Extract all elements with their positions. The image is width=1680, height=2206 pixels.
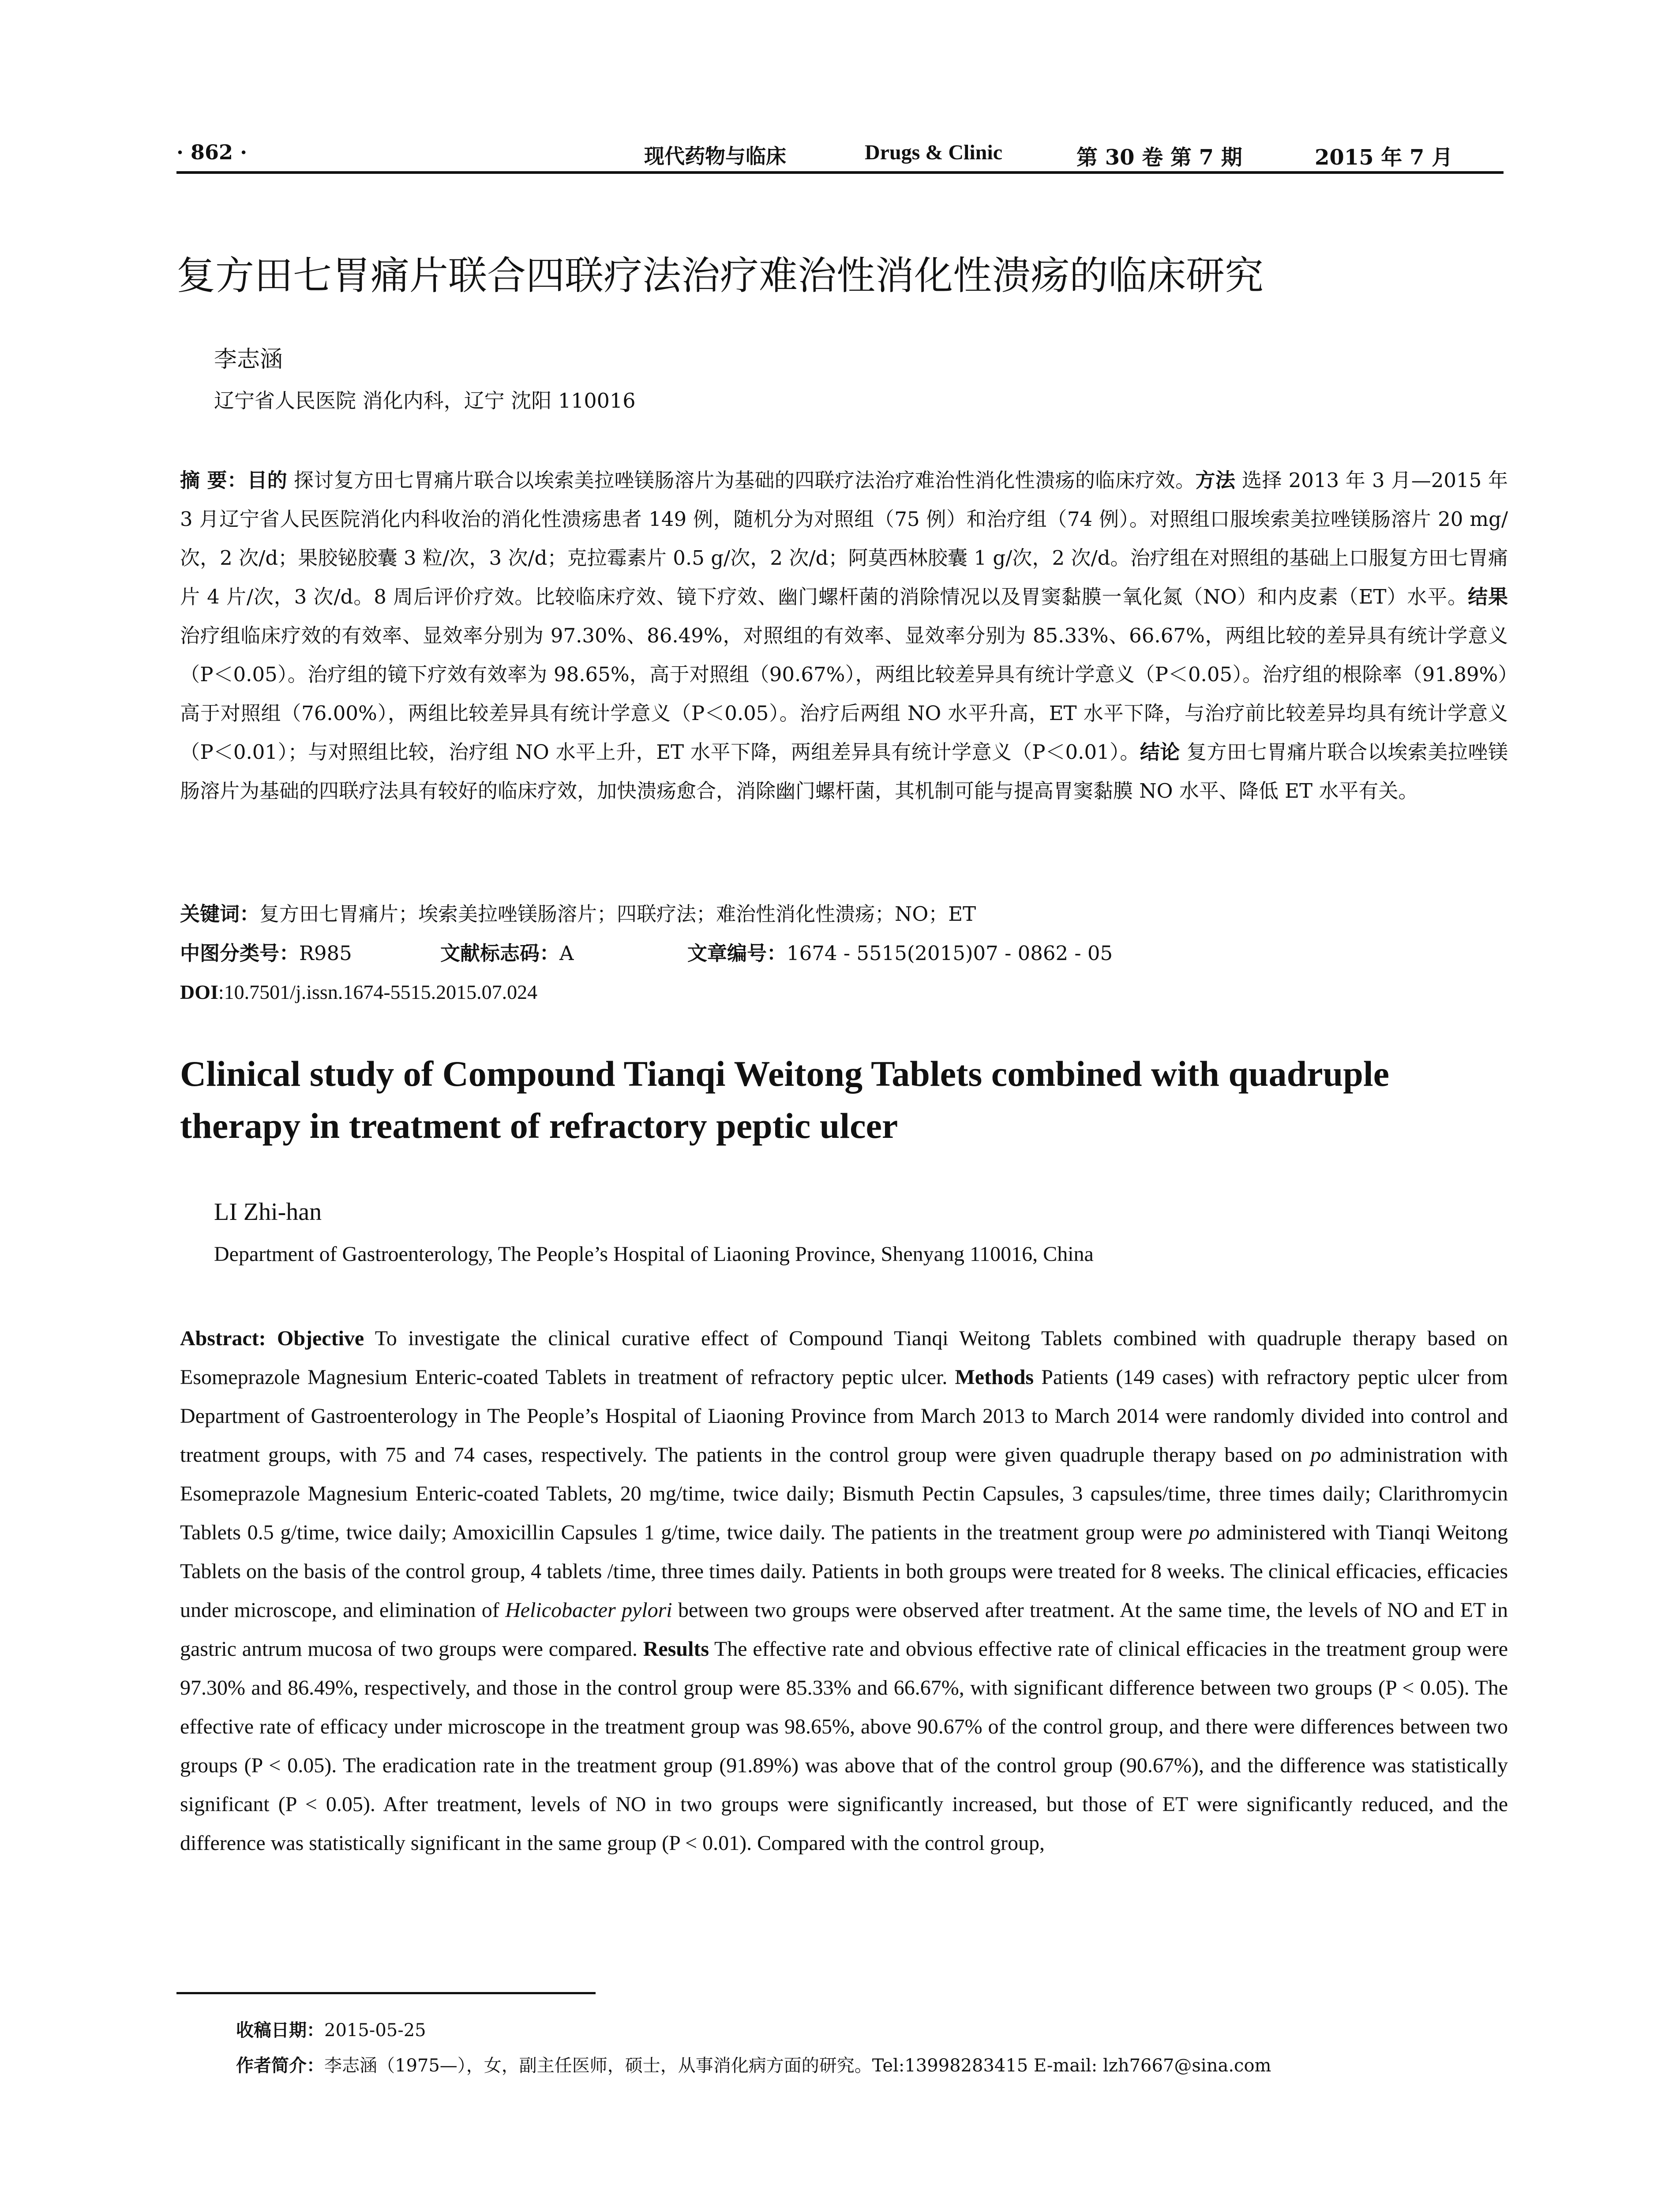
running-header [176,140,1504,174]
methods-text-en-4: between two groups were observed after treatment. At the same time, the levels of NO and ET in gastric antrum mucosa of two groups were compared. [180,1598,1508,1661]
author-bio [236,2052,1271,2077]
author-cn: 李志涵 [214,346,283,373]
doc-code-label: 文献标志码： [440,942,560,965]
title-cn: 复方田七胃痛片联合四联疗法治疗难治性消化性溃疡的临床研究 [176,253,1264,298]
page-number: · 862 · [176,140,248,164]
doc-code-value: A [559,942,574,965]
doi-line [180,973,537,1012]
received-value: 2015-05-25 [324,2020,426,2041]
objective-label-cn: 目的 [247,469,288,492]
title-en-line-2: therapy in treatment of refractory peptic ulcer [180,1106,898,1146]
journal-name-cn: 现代药物与临床 [644,144,786,168]
clc-label: 中图分类号： [180,942,300,965]
keywords-label: 关键词： [180,902,260,926]
methods-po-2: po [1189,1521,1210,1544]
methods-po-1: po [1310,1443,1332,1467]
footnote-rule [176,1992,596,1994]
abstract-label-en: Abstract: Objective [180,1327,364,1350]
methods-label-en: Methods [947,1366,1034,1389]
abstract-en [180,1319,1508,1863]
results-text-cn: 治疗组临床疗效的有效率、显效率分别为 97.30%、86.49%，对照组的有效率、显效率分别为 85.33%、66.67%，两组比较的差异具有统计学意义（P＜0.05）。治疗组的镜下疗效有效率为 98.65%，高于对照组（90.67%），两组比较差异具有统计学意义（P＜0.05）。治疗组的根除率（91.89%）高于对照组（76.00%），两组比较差异具有统计学意义（P＜0.05）。治疗后两组 NO 水平升高，ET 水平下降，与治疗前比较差异均具有统计学意义（P＜0.01）；与对照组比较，治疗组 NO 水平上升，ET 水平下降，两组差异具有统计学意义（P＜0.01）。 [180,624,1508,764]
methods-species: Helicobacter pylori [505,1598,672,1622]
received-date [236,2016,426,2041]
title-en-line-1: Clinical study of Compound Tianqi Weitong Tablets combined with quadruple [180,1054,1389,1094]
title-en [180,1048,1512,1152]
methods-text-cn: 选择 2013 年 3 月—2015 年 3 月辽宁省人民医院消化内科收治的消化性溃疡患者 149 例，随机分为对照组（75 例）和治疗组（74 例）。对照组口服埃索美拉唑镁肠溶片 20 mg/次，2 次/d；果胶铋胶囊 3 粒/次，3 次/d；克拉霉素片 0.5 g/次，2 次/d；阿莫西林胶囊 1 g/次，2 次/d。治疗组在对照组的基础上口服复方田七胃痛片 4 片/次，3 次/d。8 周后评价疗效。比较临床疗效、镜下疗效、幽门螺杆菌的消除情况以及胃窦黏膜一氧化氮（NO）和内皮素（ET）水平。 [180,469,1508,608]
affiliation-cn: 辽宁省人民医院 消化内科，辽宁 沈阳 110016 [214,389,636,413]
author-bio-text: 李志涵（1975—），女，副主任医师，硕士，从事消化病方面的研究。Tel:13998283415 E-mail: lzh7667@sina.com [324,2056,1271,2076]
volume-issue: 第 30 卷 第 7 期 [1076,145,1242,170]
article-number-value: 1674 - 5515(2015)07 - 0862 - 05 [787,942,1113,965]
clc-value: R985 [299,942,352,965]
journal-name-en: Drugs & Clinic [865,141,1002,164]
methods-text-en-1: Patients (149 cases) with refractory peptic ulcer from Department of Gastroenterology in The People’s Hospital of Liaoning Province from March 2013 to March 2014 were randomly divided into control and treatment groups, with 75 and 74 cases, respectively. The patients in the control group were given quadruple therapy based on [180,1366,1508,1467]
conclusion-text-cn: 复方田七胃痛片联合以埃索美拉唑镁肠溶片为基础的四联疗法具有较好的临床疗效，加快溃疡愈合，消除幽门螺杆菌，其机制可能与提高胃窦黏膜 NO 水平、降低 ET 水平有关。 [180,740,1508,803]
abstract-label-cn: 摘 要： [180,469,248,492]
objective-text-en: To investigate the clinical curative effect of Compound Tianqi Weitong Tablets combined with quadruple therapy based on Esomeprazole Magnesium Enteric-coated Tablets in treatment of refractory peptic ulcer. [180,1327,1508,1389]
conclusion-label-cn: 结论 [1140,740,1180,764]
keywords-text: 复方田七胃痛片；埃索美拉唑镁肠溶片；四联疗法；难治性消化性溃疡；NO；ET [259,902,976,926]
results-text-en: The effective rate and obvious effective rate of clinical efficacies in the treatment group were 97.30% and 86.49%, respectively, and those in the control group were 85.33% and 66.67%, with significant difference between two groups (P < 0.05). The effective rate of efficacy under microscope in the treatment group was 98.65%, above 90.67% of the control group, and there were differences between two groups (P < 0.05). The eradication rate in the treatment group (91.89%) was above that of the control group (90.67%), and the difference was statistically significant (P < 0.05). After treatment, levels of NO in two groups were significantly increased, but those of ET were significantly reduced, and the difference was statistically significant in the same group (P < 0.01). Compared with the control group, [180,1637,1508,1855]
doi-value: :10.7501/j.issn.1674-5515.2015.07.024 [218,981,538,1003]
results-label-en: Results [637,1637,709,1661]
affiliation-en: Department of Gastroenterology, The People’s Hospital of Liaoning Province, Shenyang 110016, China [214,1242,1094,1266]
results-label-cn: 结果 [1468,585,1508,608]
abstract-cn [180,461,1508,810]
article-number-label: 文章编号： [687,942,787,965]
methods-label-cn: 方法 [1195,469,1236,492]
objective-text-cn: 探讨复方田七胃痛片联合以埃索美拉唑镁肠溶片为基础的四联疗法治疗难治性消化性溃疡的临床疗效。 [287,469,1196,492]
methods-text-en-2: administration with Esomeprazole Magnesium Enteric-coated Tablets, 20 mg/time, twice daily; Bismuth Pectin Capsules, 3 capsules/time, three times daily; Clarithromycin Tablets 0.5 g/time, twice daily; Amoxicillin Capsules 1 g/time, twice daily. The patients in the treatment group were [180,1443,1508,1544]
methods-text-en-3: administered with Tianqi Weitong Tablets on the basis of the control group, 4 tablets /time, three times daily. Patients in both groups were treated for 8 weeks. The clinical efficacies, efficacies under microscope, and elimination of [180,1521,1508,1622]
received-label: 收稿日期： [236,2020,324,2041]
author-bio-label: 作者简介： [236,2056,324,2076]
classification-row [180,934,1113,973]
doi-label: DOI [180,981,218,1003]
author-en: LI Zhi-han [214,1198,322,1226]
issue-date: 2015 年 7 月 [1315,145,1453,170]
keywords-cn [180,895,1508,934]
